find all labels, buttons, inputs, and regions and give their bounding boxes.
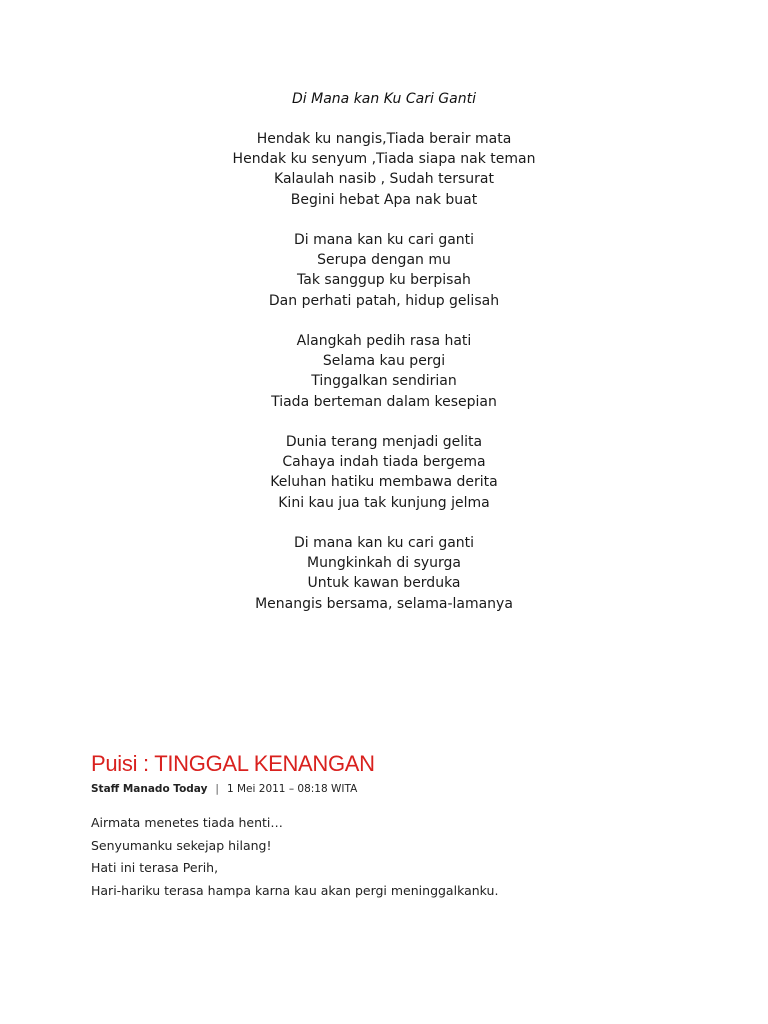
stanza-3 [0, 331, 768, 412]
article-body [91, 812, 711, 902]
stanza-2 [0, 230, 768, 311]
poem-line: Alangkah pedih rasa hati [296, 333, 472, 349]
poem-line: Keluhan hatiku membawa derita [270, 474, 498, 491]
body-line: Hati ini terasa Perih, [91, 860, 219, 875]
byline [91, 782, 711, 796]
poem-line: Hendak ku nangis,Tiada berair mata [256, 131, 512, 147]
publish-datetime: 1 Mei 2011 – 08:18 WITA [226, 783, 358, 795]
article-section [91, 751, 711, 902]
body-line: Airmata menetes tiada henti… [91, 815, 283, 830]
poem-title: Di Mana kan Ku Cari Ganti [292, 91, 476, 107]
poem-line: Cahaya indah tiada bergema [282, 454, 486, 471]
stanza-1 [0, 129, 768, 210]
poem-line: Untuk kawan berduka [307, 575, 461, 592]
body-line: Senyumanku sekejap hilang! [91, 837, 272, 853]
poem-line: Selama kau pergi [322, 353, 446, 370]
poem-line: Di mana kan ku cari ganti [293, 535, 475, 551]
poem-line: Kalaulah nasib , Sudah tersurat [274, 171, 494, 188]
body-line: Hari-hariku terasa hampa karna kau akan pergi meninggalkanku. [91, 882, 499, 898]
poem-line: Menangis bersama, selama-lamanya [255, 595, 513, 612]
poem-line: Kini kau jua tak kunjung jelma [278, 494, 490, 511]
stanza-5 [0, 533, 768, 614]
poem-line: Dunia terang menjadi gelita [285, 434, 483, 450]
poem-line: Serupa dengan mu [317, 252, 451, 269]
poem-line: Tinggalkan sendirian [311, 373, 457, 390]
poem-line: Hendak ku senyum ,Tiada siapa nak teman [232, 151, 536, 168]
author-name: Staff Manado Today [91, 783, 208, 795]
byline-separator: | [215, 783, 219, 795]
poem-line: Di mana kan ku cari ganti [293, 232, 475, 248]
article-title: Puisi : TINGGAL KENANGAN [91, 751, 375, 776]
poem-line: Dan perhati patah, hidup gelisah [268, 292, 500, 309]
poem-line: Tiada berteman dalam kesepian [271, 393, 497, 410]
poem-line: Begini hebat Apa nak buat [290, 191, 478, 208]
poem-line: Tak sanggup ku berpisah [297, 272, 471, 289]
poem-line: Mungkinkah di syurga [307, 555, 461, 572]
stanza-4 [0, 432, 768, 513]
poem-section [0, 89, 768, 634]
